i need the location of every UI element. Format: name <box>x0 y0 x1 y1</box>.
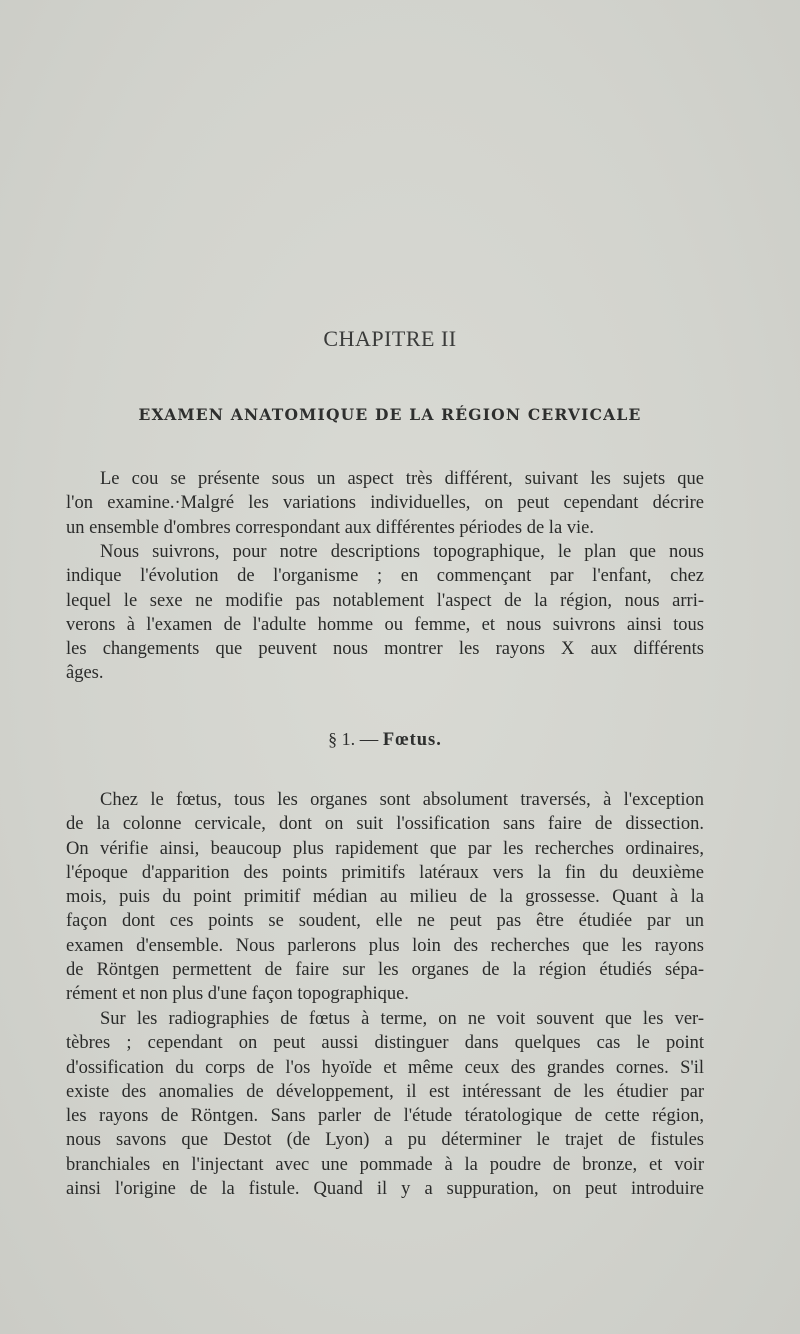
text-line: rément et non plus d'une façon topographique. <box>66 984 409 1005</box>
text-line: Sur les radiographies de fœtus à terme, on ne voit souvent que les ver- <box>100 1009 704 1029</box>
text-line: On vérifie ainsi, beaucoup plus rapidement que par les recherches ordinaires, <box>66 838 704 859</box>
text-line: mois, puis du point primitif médian au milieu de la grossesse. Quant à la <box>66 887 704 908</box>
section-dash: — <box>355 730 383 750</box>
text-line: de la colonne cervicale, dont on suit l'ossification sans faire de dissection. <box>66 814 704 835</box>
text-line: l'époque d'apparition des points primitifs latéraux vers la fin du deuxième <box>66 862 704 883</box>
section-title: Fœtus. <box>382 730 442 750</box>
section-paragraph-1 <box>66 788 704 1007</box>
text-line: examen d'ensemble. Nous parlerons plus loin des recherches que les rayons <box>66 935 704 956</box>
text-line: âges. <box>66 663 104 684</box>
text-line: verons à l'examen de l'adulte homme ou femme, et nous suivrons ainsi tous <box>66 614 704 635</box>
text-line: les changements que peuvent nous montrer les rayons X aux différents <box>66 639 704 660</box>
text-line: l'on examine.·Malgré les variations individuelles, on peut cependant décrire <box>66 493 704 514</box>
text-line: existe des anomalies de développement, il est intéressant de les étudier par <box>66 1081 704 1102</box>
text-line: Chez le fœtus, tous les organes sont absolument traversés, à l'exception <box>100 790 704 810</box>
intro-paragraph-1 <box>66 467 704 540</box>
text-line: les rayons de Röntgen. Sans parler de l'étude tératologique de cette région, <box>66 1106 704 1127</box>
text-line: branchiales en l'injectant avec une pommade à la poudre de bronze, et voir <box>66 1154 704 1175</box>
text-line: nous savons que Destot (de Lyon) a pu déterminer le trajet de fistules <box>66 1130 704 1151</box>
text-line: Le cou se présente sous un aspect très différent, suivant les sujets que <box>100 469 704 489</box>
text-line: indique l'évolution de l'organisme ; en commençant par l'enfant, chez <box>66 566 704 587</box>
chapter-heading: EXAMEN ANATOMIQUE DE LA RÉGION CERVICALE <box>138 405 642 424</box>
text-line: Nous suivrons, pour notre descriptions topographique, le plan que nous <box>100 542 704 562</box>
intro-paragraph-2 <box>66 540 704 686</box>
text-line: d'ossification du corps de l'os hyoïde et même ceux des grandes cornes. S'il <box>66 1057 704 1078</box>
section-paragraph-2 <box>66 1007 704 1201</box>
text-line: ainsi l'origine de la fistule. Quand il y a suppuration, on peut introduire <box>66 1179 704 1200</box>
text-line: tèbres ; cependant on peut aussi distinguer dans quelques cas le point <box>66 1033 704 1054</box>
text-line: lequel le sexe ne modifie pas notablement l'aspect de la région, nous arri- <box>66 590 704 611</box>
section-number: § 1. <box>328 729 356 749</box>
text-line: de Röntgen permettent de faire sur les organes de la région étudiés sépa- <box>66 960 704 981</box>
chapter-title: CHAPITRE II <box>323 326 457 351</box>
section-heading <box>0 729 770 751</box>
text-line: un ensemble d'ombres correspondant aux différentes périodes de la vie. <box>66 517 595 538</box>
text-line: façon dont ces points se soudent, elle ne peut pas être étudiée par un <box>66 911 704 932</box>
